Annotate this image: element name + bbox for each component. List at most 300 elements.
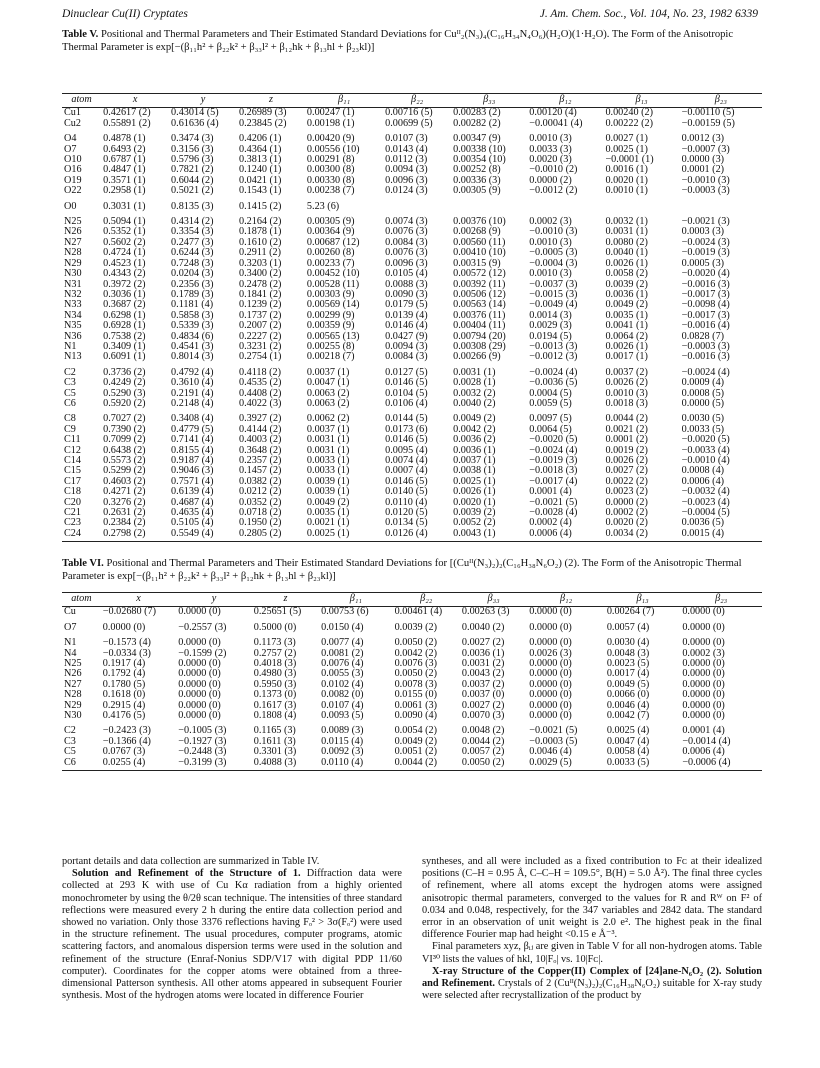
table-cell: −0.0024 (4): [681, 366, 730, 378]
table-cell: 0.0052 (2): [453, 517, 496, 529]
table-cell: 0.4878 (1): [103, 133, 146, 145]
table-cell: 0.0000 (0): [529, 668, 572, 680]
atom-label: N32: [64, 288, 82, 300]
atom-label: O7: [64, 621, 77, 633]
table-cell: 0.00233 (7): [306, 257, 355, 269]
table-cell: −0.0021 (5): [529, 725, 578, 737]
table-cell: 0.0140 (5): [385, 486, 428, 498]
table-cell: 0.0000 (0): [178, 668, 221, 680]
table-cell: 0.0074 (3): [385, 216, 428, 228]
table-cell: 0.00354 (10): [453, 154, 506, 166]
table-cell: 0.1415 (2): [238, 200, 282, 212]
atom-label: C3: [64, 377, 76, 389]
table-cell: −0.02680 (7): [102, 606, 157, 618]
table-cell: 0.2007 (2): [238, 320, 282, 332]
column-header: atom: [62, 593, 101, 607]
table-cell: 0.1841 (2): [238, 288, 282, 300]
table-cell: −0.0012 (2): [529, 185, 578, 197]
table-row: [62, 363, 762, 378]
table-cell: 0.1808 (4): [253, 710, 297, 722]
row-group: [62, 409, 762, 541]
table-cell: 0.6438 (2): [103, 444, 146, 456]
table-cell: −0.0003 (5): [529, 735, 578, 747]
table-cell: 0.3813 (1): [238, 154, 282, 166]
atom-label: Cu2: [64, 117, 81, 129]
table-cell: 0.0076 (3): [385, 247, 428, 259]
table-cell: 0.4118 (2): [238, 366, 282, 378]
table-cell: −0.0003 (3): [681, 185, 730, 197]
row-group: [62, 212, 762, 363]
table-cell: 0.0035 (1): [605, 309, 648, 321]
table-cell: 0.0051 (2): [394, 746, 438, 758]
table-cell: 0.0000 (2): [529, 174, 572, 186]
table-row: [62, 352, 762, 362]
table-cell: 0.0039 (1): [306, 475, 350, 487]
table-cell: 0.3648 (2): [238, 444, 282, 456]
table-cell: 0.1165 (3): [253, 725, 296, 737]
table-cell: 0.00410 (10): [453, 247, 506, 259]
table-cell: 0.00452 (10): [306, 268, 360, 280]
table-cell: 0.00359 (9): [306, 320, 355, 332]
table-cell: 0.0021 (1): [306, 517, 350, 529]
table-cell: 0.0080 (2): [605, 236, 648, 248]
table-cell: 0.1173 (3): [253, 637, 296, 649]
table-cell: 0.0082 (0): [321, 689, 364, 701]
column-header: β₂₃: [680, 94, 762, 108]
table-cell: −0.00041 (4): [529, 117, 583, 129]
table-cell: 0.0057 (4): [606, 621, 650, 633]
table-cell: 0.0093 (5): [321, 710, 364, 722]
table-cell: 0.5094 (1): [103, 216, 146, 228]
table-cell: 0.0025 (1): [305, 529, 383, 542]
table-cell: 0.0000 (0): [178, 658, 221, 670]
table-cell: −0.0001 (1): [605, 154, 654, 166]
table-cell: 0.00238 (7): [306, 185, 355, 197]
table-cell: 0.0001 (4): [682, 725, 725, 737]
table-cell: 0.0020 (1): [605, 174, 648, 186]
atom-label: N34: [64, 309, 82, 321]
table-cell: 0.5920 (2): [103, 397, 146, 409]
atom-label: N13: [64, 351, 82, 363]
table-cell: −0.0005 (3): [529, 247, 578, 259]
table-cell: 0.0000 (0): [102, 621, 146, 633]
table-cell: 0.0000 (0): [178, 689, 221, 701]
table-cell: 0.4779 (5): [171, 423, 214, 435]
table-cell: 0.0096 (3): [385, 257, 428, 269]
table-row: [62, 269, 762, 279]
table-cell: −0.0024 (4): [529, 366, 578, 378]
table-cell: −0.0004 (3): [529, 257, 578, 269]
table-row: [62, 321, 762, 331]
table-cell: 0.0022 (2): [605, 475, 648, 487]
table-row: [62, 607, 762, 618]
table-cell: 0.1610 (2): [238, 236, 282, 248]
table6-caption: [62, 557, 762, 583]
table-cell: 0.0027 (2): [461, 637, 505, 649]
row-group: [62, 633, 762, 721]
table-cell: 0.0031 (1): [306, 434, 350, 446]
table-cell: 0.00404 (11): [453, 320, 506, 332]
table-cell: 0.6091 (1): [103, 351, 146, 363]
table-cell: 0.0106 (4): [385, 397, 428, 409]
table-cell: 0.0023 (2): [605, 486, 648, 498]
table-cell: 0.0036 (1): [453, 444, 496, 456]
table-cell: 0.3474 (3): [171, 133, 214, 145]
table-cell: 0.7027 (2): [103, 413, 146, 425]
column-header: β₁₃: [605, 593, 681, 607]
table-cell: 0.0382 (2): [238, 475, 282, 487]
table-cell: 0.00794 (20): [453, 330, 506, 342]
table-cell: −0.0021 (5): [529, 496, 578, 508]
table-cell: −0.0020 (4): [681, 268, 730, 280]
table-cell: 0.0828 (7): [681, 330, 725, 342]
table-cell: 0.1543 (1): [238, 185, 282, 197]
table-cell: 0.0146 (5): [385, 434, 428, 446]
table-cell: 0.4635 (4): [171, 507, 214, 519]
table-cell: 0.0049 (2): [394, 735, 438, 747]
table-cell: 0.2148 (4): [171, 397, 214, 409]
atom-label: C20: [64, 496, 81, 508]
table-cell: 0.0002 (3): [529, 216, 572, 228]
table-cell: 0.0427 (9): [385, 330, 428, 342]
table-cell: 0.4364 (1): [238, 143, 282, 155]
table-cell: −0.0017 (4): [529, 475, 578, 487]
table-cell: 0.0061 (3): [394, 699, 438, 711]
table-cell: 0.43014 (5): [171, 107, 219, 119]
table-cell: 0.00291 (8): [306, 154, 355, 166]
table-cell: −0.0017 (3): [681, 288, 730, 300]
table-cell: 0.0025 (1): [605, 143, 648, 155]
table-cell: 0.0000 (0): [178, 678, 221, 690]
table-cell: 0.0044 (2): [461, 735, 505, 747]
table-cell: 0.1373 (0): [253, 689, 297, 701]
atom-label: C12: [64, 444, 81, 456]
table-cell: 0.0016 (1): [605, 164, 648, 176]
table-cell: −0.0098 (4): [681, 299, 730, 311]
atom-label: C17: [64, 475, 81, 487]
table-cell: 0.00198 (1): [306, 117, 355, 129]
table-cell: 0.0031 (1): [306, 444, 350, 456]
table-cell: 0.25651 (5): [253, 606, 302, 618]
table-cell: 0.2798 (2): [101, 529, 169, 542]
table-cell: 0.0031 (1): [453, 366, 496, 378]
atom-label: N28: [64, 247, 82, 259]
table-cell: 0.00266 (9): [453, 351, 501, 363]
atom-label: C15: [64, 465, 81, 477]
section-heading: X-ray Structure of the Copper(II) Complex of [24]ane-N₆O₂ (2). Solution and Refinement.: [422, 965, 762, 990]
table-cell: 0.1737 (2): [238, 309, 282, 321]
column-header: β₁₂: [527, 593, 605, 607]
table-cell: 0.0007 (4): [385, 465, 428, 477]
table-cell: 0.2915 (4): [102, 699, 146, 711]
table-cell: 0.0000 (0): [682, 658, 725, 670]
table-cell: 0.2477 (3): [171, 236, 214, 248]
table5-caption: [62, 28, 762, 54]
table-cell: 0.3972 (2): [103, 278, 146, 290]
table-cell: 0.3408 (4): [171, 413, 214, 425]
table-cell: 0.00252 (8): [453, 164, 501, 176]
table-cell: −0.0004 (5): [681, 507, 730, 519]
table-cell: 0.0026 (1): [605, 340, 648, 352]
table-cell: 0.0050 (2): [394, 668, 438, 680]
table-cell: 0.00308 (29): [453, 340, 506, 352]
table-cell: 0.0026 (3): [529, 647, 572, 659]
table-cell: 0.00218 (7): [306, 351, 355, 363]
table-cell: 0.00528 (11): [306, 278, 360, 290]
table-cell: 0.0050 (2): [460, 758, 527, 771]
table-cell: 0.0000 (0): [529, 621, 572, 633]
table-cell: 0.0020 (2): [605, 517, 648, 529]
table-cell: 0.0057 (2): [461, 746, 505, 758]
table-cell: 0.0029 (3): [529, 320, 572, 332]
table-cell: 0.1240 (1): [238, 164, 282, 176]
atom-label: N27: [64, 236, 82, 248]
atom-label: C9: [64, 423, 76, 435]
table-cell: −0.0037 (3): [529, 278, 578, 290]
atom-label: O0: [64, 200, 77, 212]
table-cell: 0.0070 (3): [461, 710, 505, 722]
table-cell: 0.2911 (2): [238, 247, 282, 259]
table-cell: 0.5105 (4): [171, 517, 214, 529]
table-cell: 0.0134 (5): [385, 517, 428, 529]
table-cell: 0.4980 (3): [253, 668, 297, 680]
table-cell: 0.0090 (4): [394, 710, 438, 722]
table6: [62, 592, 762, 771]
atom-label: N26: [64, 668, 82, 680]
table-cell: 0.4018 (3): [253, 658, 297, 670]
table-cell: 0.4523 (1): [103, 257, 146, 269]
table-cell: 0.0096 (3): [385, 174, 428, 186]
atom-label: C6: [64, 397, 76, 409]
table-cell: [527, 197, 603, 212]
table-row: [62, 711, 762, 721]
table-cell: 0.0032 (2): [453, 387, 496, 399]
table-cell: 0.00283 (2): [453, 107, 501, 119]
table-cell: 0.00222 (2): [605, 117, 653, 129]
table-cell: 0.00255 (8): [306, 340, 355, 352]
table-cell: −0.0049 (4): [529, 299, 578, 311]
table-cell: 0.4314 (2): [171, 216, 214, 228]
table-cell: 0.0064 (2): [605, 330, 648, 342]
table-cell: −0.2557 (3): [178, 621, 227, 633]
table-cell: 0.3231 (2): [238, 340, 282, 352]
table-cell: 0.7571 (4): [171, 475, 214, 487]
table-cell: 0.0054 (2): [394, 725, 438, 737]
table-cell: −0.0015 (3): [529, 288, 578, 300]
table-cell: −0.0021 (3): [681, 216, 730, 228]
table-cell: 0.4792 (4): [171, 366, 214, 378]
table-cell: 0.00572 (12): [453, 268, 506, 280]
table-cell: 0.00392 (11): [453, 278, 506, 290]
table-cell: 0.00303 (9): [306, 288, 355, 300]
table-cell: 0.0212 (2): [238, 486, 282, 498]
table-cell: 0.0006 (4): [682, 746, 725, 758]
table-cell: −0.0036 (5): [529, 377, 578, 389]
table-cell: 0.0000 (0): [529, 710, 572, 722]
column-header: y: [176, 593, 252, 607]
table-cell: 0.0006 (4): [681, 475, 725, 487]
table-cell: 0.0010 (3): [529, 236, 572, 248]
table-cell: 0.0104 (5): [385, 387, 428, 399]
table-cell: 0.0095 (4): [385, 444, 428, 456]
paragraph: [62, 868, 402, 1002]
table-cell: −0.0033 (4): [681, 444, 730, 456]
table-row: [62, 399, 762, 409]
table-cell: 0.5573 (2): [103, 455, 146, 466]
table-cell: 0.0032 (1): [605, 216, 648, 228]
atom-label: N4: [64, 647, 77, 659]
table-cell: 0.00315 (9): [453, 257, 501, 269]
table-cell: 0.0019 (2): [605, 444, 648, 456]
atom-label: Cu1: [64, 107, 81, 119]
table-cell: 0.0044 (2): [605, 413, 648, 425]
table-cell: 0.0000 (2): [605, 496, 648, 508]
table-cell: 0.0008 (5): [681, 387, 725, 399]
table-cell: 0.0097 (5): [529, 413, 572, 425]
table-cell: 0.0000 (0): [529, 689, 572, 701]
paragraph-text: syntheses, and all were included as a fixed contribution to Fᴄ at their idealized positions (C–H = 0.95 Å, C–C–H = 109.5°, B(H) = 5.0 Å²). The final three cycles of refinement, where all atoms except the hydrogen atoms were assigned anisotropic thermal parameters, converged to the values for R and Rᵂ on F² of 0.034 and 0.048, respectively, for the 347 variables and 2842 data. The standard error in an observation of unit weight is 2.0 e². The highest peak in the final difference Fourier map had height <0.15 e Å⁻³.: [422, 856, 762, 941]
table-cell: 0.3156 (3): [171, 143, 214, 155]
table-cell: 0.3610 (4): [171, 377, 214, 389]
table-cell: 0.0105 (4): [385, 268, 428, 280]
table-cell: −0.0016 (4): [681, 320, 730, 332]
table-cell: −0.0003 (3): [681, 340, 730, 352]
table-cell: 0.0144 (5): [385, 413, 428, 425]
table-cell: 0.00420 (9): [306, 133, 355, 145]
table-cell: 0.0110 (4): [385, 496, 428, 508]
table-cell: 0.0027 (2): [605, 465, 648, 477]
column-header: β₁₂: [527, 94, 603, 108]
table-cell: 0.3736 (2): [103, 366, 146, 378]
table-cell: 0.0076 (4): [321, 658, 364, 670]
column-header: β₂₂: [383, 94, 451, 108]
table-cell: 0.4343 (2): [103, 268, 146, 280]
table-cell: 0.5299 (2): [103, 465, 146, 477]
table-cell: 0.00330 (8): [306, 174, 355, 186]
table-cell: −0.0024 (3): [681, 236, 730, 248]
table-cell: 0.3354 (3): [171, 226, 214, 238]
table-cell: 0.0094 (3): [385, 164, 428, 176]
table-cell: −0.0028 (4): [529, 507, 578, 519]
table5-label: Table V.: [62, 29, 99, 40]
table-cell: 0.0033 (1): [306, 455, 350, 466]
table-cell: 0.0084 (3): [385, 236, 428, 248]
table-cell: 0.0000 (0): [682, 621, 725, 633]
table-cell: 0.1917 (4): [102, 658, 146, 670]
table-cell: 0.42617 (2): [103, 107, 151, 119]
table-cell: 0.3036 (1): [103, 288, 146, 300]
table-cell: −0.0032 (4): [681, 486, 730, 498]
table-cell: 0.0046 (4): [529, 746, 572, 758]
table-cell: −0.0020 (5): [529, 434, 578, 446]
table-cell: 0.00753 (6): [321, 606, 369, 618]
table-cell: 0.4088 (3): [252, 758, 319, 771]
table-cell: 0.3031 (1): [103, 200, 146, 212]
table-cell: 0.3276 (2): [103, 496, 146, 508]
table-cell: 0.0049 (2): [453, 413, 496, 425]
table-cell: 0.0000 (0): [178, 637, 221, 649]
table-cell: 0.1611 (3): [253, 735, 296, 747]
column-header: β₁₁: [305, 94, 383, 108]
table-cell: 0.0003 (3): [681, 226, 725, 238]
table-cell: 0.23845 (2): [238, 117, 287, 129]
atom-label: C5: [64, 746, 76, 758]
table-cell: 0.0081 (2): [321, 647, 364, 659]
table-cell: 0.2754 (1): [238, 351, 282, 363]
table-cell: 0.0000 (0): [682, 606, 725, 618]
table-cell: 0.4144 (2): [238, 423, 282, 435]
table-cell: 0.0033 (5): [681, 423, 725, 435]
body-column-left: [62, 856, 402, 1002]
table-cell: 0.0120 (5): [385, 507, 428, 519]
table-cell: 0.9187 (4): [171, 455, 214, 466]
table-cell: 0.0194 (5): [529, 330, 572, 342]
paragraph: [62, 856, 402, 868]
table-cell: 0.9046 (3): [171, 465, 214, 477]
column-header: β₂₂: [393, 593, 460, 607]
atom-label: C21: [64, 507, 81, 519]
table-cell: 0.2384 (2): [103, 517, 146, 529]
table-cell: 0.0718 (2): [238, 507, 282, 519]
column-header: atom: [62, 94, 101, 108]
table-cell: 0.1878 (1): [238, 226, 282, 238]
table-cell: 0.0150 (4): [321, 621, 364, 633]
atom-label: C2: [64, 366, 76, 378]
table-cell: 0.0044 (2): [393, 758, 460, 771]
table-cell: 0.0010 (1): [605, 185, 648, 197]
table-cell: 0.0047 (1): [306, 377, 350, 389]
column-header: β₃₃: [451, 94, 527, 108]
table-cell: 0.0000 (0): [682, 689, 725, 701]
table-cell: 0.0155 (0): [394, 689, 438, 701]
table-cell: −0.1599 (2): [178, 647, 227, 659]
table-cell: 0.0005 (3): [681, 257, 725, 269]
table-cell: 0.0146 (5): [385, 377, 428, 389]
table-cell: 0.00338 (10): [453, 143, 506, 155]
table-cell: [680, 197, 762, 212]
section-heading: Solution and Refinement of the Structure of 1.: [72, 868, 301, 880]
table-cell: 0.5021 (2): [171, 185, 214, 197]
table-cell: 0.00336 (3): [453, 174, 501, 186]
table-row: [62, 721, 762, 736]
table-cell: 0.0001 (2): [681, 164, 725, 176]
paragraph: [422, 966, 762, 1003]
table-cell: 0.0421 (1): [238, 174, 282, 186]
table-cell: −0.0010 (4): [681, 455, 730, 466]
table-cell: 0.0000 (0): [529, 678, 572, 690]
table-cell: 0.1618 (0): [102, 689, 146, 701]
table-cell: 0.5549 (4): [169, 529, 237, 542]
table-cell: −0.0016 (3): [681, 351, 730, 363]
row-group: [62, 197, 762, 212]
table-cell: 0.4206 (1): [238, 133, 282, 145]
table-cell: 0.0041 (1): [605, 320, 648, 332]
table-cell: 0.0139 (4): [385, 309, 428, 321]
table-cell: 0.0033 (1): [306, 465, 350, 477]
table-cell: 0.0015 (4): [680, 529, 762, 542]
table-cell: 0.3400 (2): [238, 268, 282, 280]
table-cell: 0.0010 (3): [529, 268, 572, 280]
table-cell: 0.5339 (3): [171, 320, 214, 332]
table-cell: 0.1457 (2): [238, 465, 282, 477]
table-cell: 0.4847 (1): [103, 164, 146, 176]
table-cell: 0.00376 (11): [453, 309, 506, 321]
table-cell: 0.0107 (4): [321, 699, 364, 711]
atom-label: C5: [64, 387, 76, 399]
table-cell: 0.0043 (2): [461, 668, 505, 680]
table5: [62, 93, 762, 542]
table-cell: 0.0037 (2): [605, 366, 648, 378]
